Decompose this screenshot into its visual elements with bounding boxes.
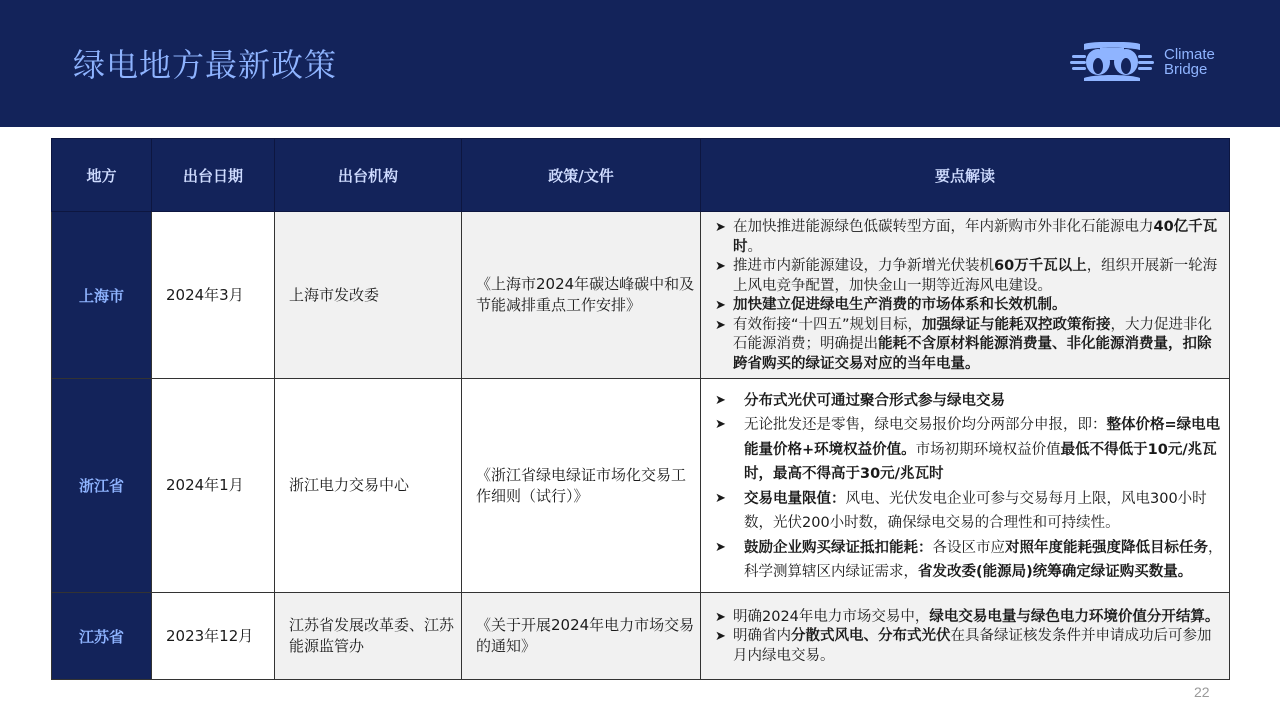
table-row [52, 379, 1230, 593]
date-cell: 2024年3月 [152, 212, 275, 379]
point-item: ➤ 明确2024年电力市场交易中，绿电交易电量与绿色电力环境价值分开结算。 [715, 608, 1223, 628]
point-item: ➤ 加快建立促进绿电生产消费的市场体系和长效机制。 [715, 296, 1223, 316]
policy-cell: 《关于开展2024年电力市场交易的通知》 [462, 593, 701, 680]
date-cell: 2024年1月 [152, 379, 275, 593]
arrow-bullet-icon: ➤ [715, 317, 726, 333]
point-item: ➤ 推进市内新能源建设，力争新增光伏装机60万千瓦以上，组织开展新一轮海上风电竞争配置，加快金山一期等近海风电建设。 [715, 258, 1218, 294]
agency-cell: 浙江电力交易中心 [275, 379, 462, 593]
col-header-agency: 出台机构 [275, 139, 462, 212]
points-cell [701, 212, 1230, 379]
logo-text [1164, 47, 1215, 77]
table-header-row [52, 139, 1230, 212]
arrow-bullet-icon: ➤ [715, 539, 726, 555]
points-list [715, 218, 1223, 374]
policy-table [51, 138, 1230, 680]
col-header-points: 要点解读 [701, 139, 1230, 212]
arrow-bullet-icon: ➤ [715, 490, 726, 506]
header-banner [0, 0, 1280, 127]
bridge-logo-icon [1070, 42, 1154, 82]
logo-line-2: Bridge [1164, 61, 1208, 78]
agency-cell: 江苏省发展改革委、江苏能源监管办 [275, 593, 462, 680]
point-item: ➤ 无论批发还是零售，绿电交易报价均分两部分申报，即：整体价格=绿电电能量价格+环境权益价值。市场初期环境权益价值最低不得低于10元/兆瓦时，最高不得高于30元/兆瓦时 [715, 413, 1223, 487]
region-cell: 上海市 [52, 212, 152, 379]
points-list [715, 608, 1223, 667]
arrow-bullet-icon: ➤ [715, 220, 726, 235]
arrow-bullet-icon: ➤ [715, 417, 726, 432]
table-row [52, 593, 1230, 680]
climate-bridge-logo [1070, 40, 1230, 86]
col-header-date: 出台日期 [152, 139, 275, 212]
point-item: ➤ 在加快推进能源绿色低碳转型方面，年内新购市外非化石能源电力40亿千瓦时。 [715, 219, 1218, 255]
policy-cell: 《浙江省绿电绿证市场化交易工作细则（试行）》 [462, 379, 701, 593]
point-item: ➤ 有效衔接“十四五”规划目标，加强绿证与能耗双控政策衔接，大力促进非化石能源消费；明确提出能耗不含原材料能源消费量、非化能源消费量，扣除跨省购买的绿证交易对应的当年电量。 [715, 316, 1213, 372]
points-cell [701, 379, 1230, 593]
point-item: ➤ 明确省内分散式风电、分布式光伏在具备绿证核发条件并申请成功后可参加月内绿电交易。 [715, 628, 1212, 664]
policy-cell: 《上海市2024年碳达峰碳中和及节能减排重点工作安排》 [462, 212, 701, 379]
arrow-bullet-icon: ➤ [715, 609, 726, 625]
region-cell: 浙江省 [52, 379, 152, 593]
arrow-bullet-icon: ➤ [715, 392, 726, 408]
arrow-bullet-icon: ➤ [715, 259, 726, 274]
point-item: ➤ 鼓励企业购买绿证抵扣能耗：各设区市应对照年度能耗强度降低目标任务，科学测算辖区内绿证需求，省发改委(能源局)统筹确定绿证购买数量。 [715, 536, 1223, 585]
table-row [52, 212, 1230, 379]
col-header-policy: 政策/文件 [462, 139, 701, 212]
logo-line-1: Climate [1164, 46, 1215, 63]
page-title: 绿电地方最新政策 [73, 46, 338, 84]
arrow-bullet-icon: ➤ [715, 298, 726, 313]
agency-cell: 上海市发改委 [275, 212, 462, 379]
points-cell [701, 593, 1230, 680]
point-item: ➤ 交易电量限值：风电、光伏发电企业可参与交易每月上限，风电300小时数，光伏200小时数，确保绿电交易的合理性和可持续性。 [715, 487, 1223, 536]
col-header-region: 地方 [52, 139, 152, 212]
page-number: 22 [1194, 684, 1210, 700]
points-list [715, 389, 1223, 585]
arrow-bullet-icon: ➤ [715, 629, 726, 645]
region-cell: 江苏省 [52, 593, 152, 680]
date-cell: 2023年12月 [152, 593, 275, 680]
point-item: ➤ 分布式光伏可通过聚合形式参与绿电交易 [715, 389, 1223, 414]
